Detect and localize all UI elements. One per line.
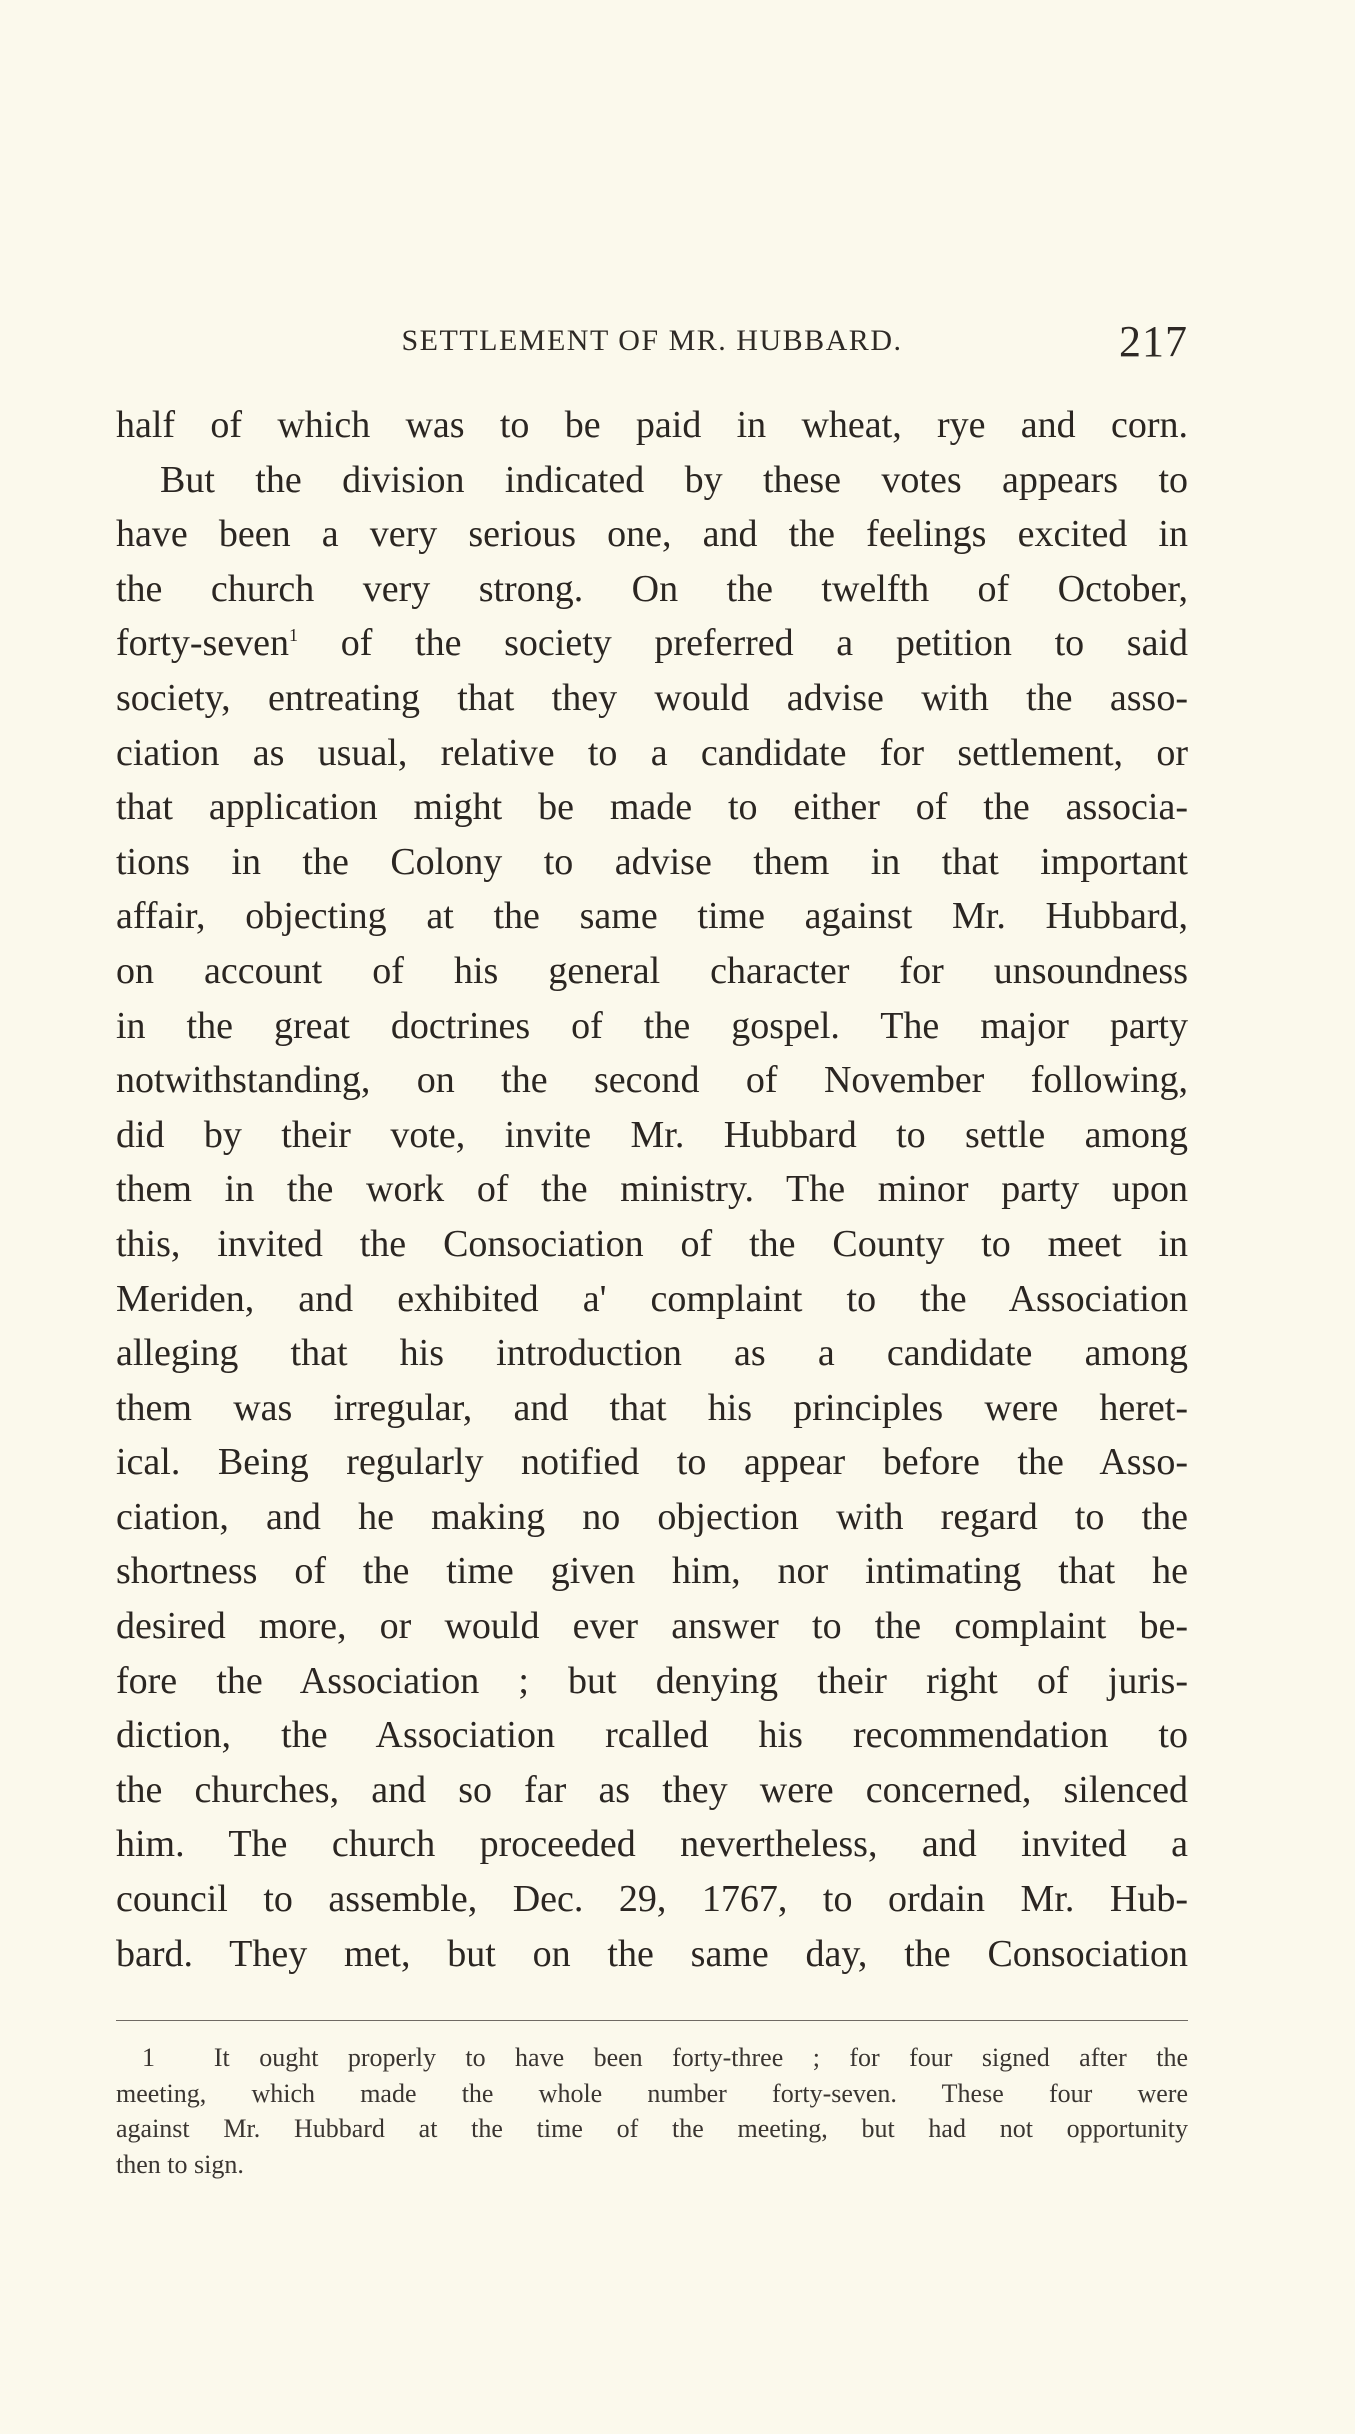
text-line: ciation, and he making no objection with regard to the bbox=[116, 1495, 1188, 1538]
text-line: bard. They met, but on the same day, the Consociation bbox=[116, 1932, 1188, 1975]
text-line: society, entreating that they would advise with the asso- bbox=[116, 676, 1188, 719]
text-line: half of which was to be paid in wheat, rye and corn. bbox=[116, 404, 1188, 446]
text-line: them in the work of the ministry. The minor party upon bbox=[116, 1168, 1188, 1211]
text-line: fore the Association ; but denying their right of juris- bbox=[116, 1659, 1188, 1702]
running-title: SETTLEMENT OF MR. HUBBARD. bbox=[401, 324, 903, 357]
text-line: notwithstanding, on the second of November following, bbox=[116, 1059, 1188, 1102]
text-line: did by their vote, invite Mr. Hubbard to settle among bbox=[116, 1113, 1188, 1156]
text-line: ical. Being regularly notified to appear before the Asso- bbox=[116, 1441, 1188, 1484]
text-line: in the great doctrines of the gospel. The major party bbox=[116, 1004, 1188, 1047]
footnote-line: meeting, which made the whole number forty-seven. These four were bbox=[116, 2078, 1188, 2108]
text-line: this, invited the Consociation of the County to meet in bbox=[116, 1222, 1188, 1265]
footnote-number: 1 bbox=[142, 2043, 155, 2072]
text-line: the church very strong. On the twelfth of October, bbox=[116, 567, 1188, 610]
footnote-ref-rest: of the society preferred a petition to said bbox=[340, 622, 1189, 665]
body-text bbox=[116, 398, 1188, 2036]
text-line: them was irregular, and that his principles were heret- bbox=[116, 1386, 1188, 1429]
footnote bbox=[116, 2040, 1188, 2182]
footnote-text: It ought properly to have been forty-three ; for four signed after the bbox=[213, 2043, 1189, 2072]
text-line-with-footnote-ref bbox=[116, 616, 1188, 671]
text-line: that application might be made to either of the associa- bbox=[116, 786, 1188, 829]
text-line: him. The church proceeded nevertheless, and invited a bbox=[116, 1823, 1188, 1866]
text-line: diction, the Association rcalled his recommendation to bbox=[116, 1714, 1188, 1757]
text-line: alleging that his introduction as a candidate among bbox=[116, 1332, 1188, 1375]
footnote-divider bbox=[116, 2020, 1188, 2021]
text-line: council to assemble, Dec. 29, 1767, to ordain Mr. Hub- bbox=[116, 1878, 1188, 1921]
text-line: ciation as usual, relative to a candidate for settlement, or bbox=[116, 731, 1188, 774]
page-number: 217 bbox=[1119, 317, 1188, 366]
text-line: shortness of the time given him, nor intimating that he bbox=[116, 1550, 1188, 1593]
running-head bbox=[116, 316, 1188, 366]
text-line: desired more, or would ever answer to the complaint be- bbox=[116, 1605, 1188, 1648]
text-line: But the division indicated by these votes appears to bbox=[160, 458, 1188, 501]
footnote-ref-word: forty-seven bbox=[116, 622, 290, 665]
text-line: have been a very serious one, and the feelings excited in bbox=[116, 513, 1188, 556]
text-line: tions in the Colony to advise them in that important bbox=[116, 840, 1188, 883]
text-line bbox=[116, 1981, 1188, 2036]
footnote-line: against Mr. Hubbard at the time of the meeting, but had not opportunity bbox=[116, 2114, 1188, 2143]
text-line: the churches, and so far as they were concerned, silenced bbox=[116, 1768, 1188, 1811]
text-line: affair, objecting at the same time against Mr. Hubbard, bbox=[116, 895, 1188, 938]
footnote-marker: 1 bbox=[289, 625, 299, 646]
footnote-line: then to sign. bbox=[116, 2149, 244, 2179]
text-line: Meriden, and exhibited a' complaint to the Association bbox=[116, 1277, 1188, 1320]
footnote-line bbox=[116, 2040, 1188, 2076]
text-line: on account of his general character for unsoundness bbox=[116, 949, 1188, 992]
